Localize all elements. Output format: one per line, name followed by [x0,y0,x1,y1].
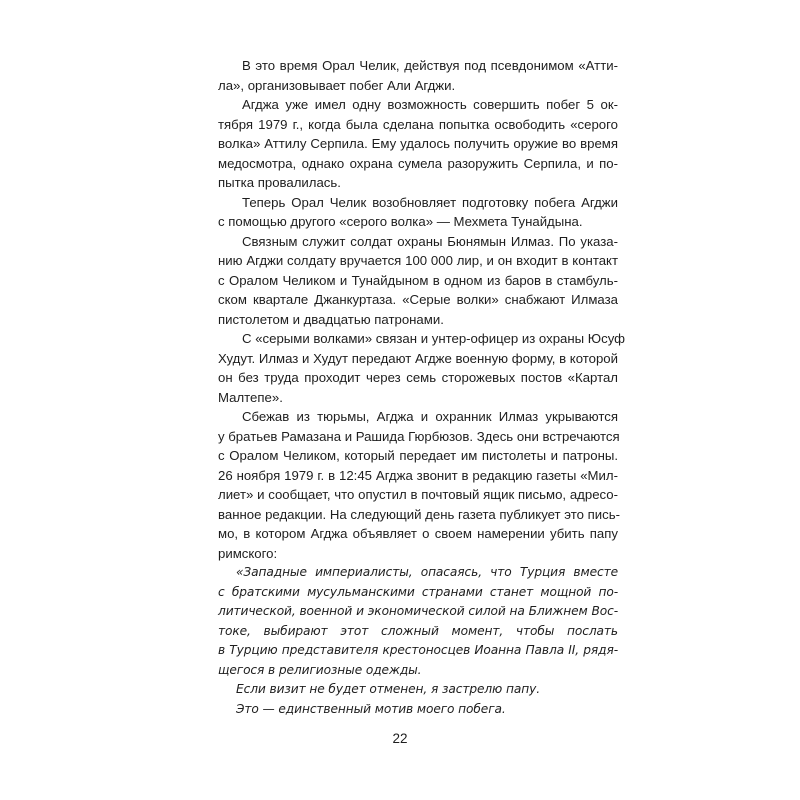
text-line: «Западные империалисты, опасаясь, что Турция вместе [236,565,618,579]
text-line: с братскими мусульманскими странами станет мощной по- [218,584,618,599]
page-number: 22 [392,731,408,746]
text-line: тября 1979 г., когда была сделана попытка освободить «серого [218,116,618,132]
text-line: литической, военной и экономической силой на Ближнем Вос- [218,604,618,618]
text-line: щегося в религиозные одежды. [218,662,422,677]
quote-paragraph [218,680,618,700]
text-line: Худут. Илмаз и Худут передают Агдже военную форму, в которой [218,350,618,366]
text-line: волка» Аттилу Серпила. Ему удалось получить оружие во время [218,136,618,151]
text-line: с Оралом Челиком и Тунайдыном в одном из баров в стамбуль- [218,272,618,288]
text-line: Малтепе». [218,389,283,405]
text-line: нию Агджи солдату вручается 100 000 лир, и он входит в контакт [218,253,618,268]
text-line: с помощью другого «серого волка» — Мехмета Тунайдына. [218,214,583,229]
paragraph [218,329,626,407]
text-line: Если визит не будет отменен, я застрелю папу. [236,682,540,696]
paragraph [218,232,618,330]
text-line: ла», организовывает побег Али Агджи. [218,77,456,93]
paragraph [218,56,618,95]
text-line: мо, в котором Агджа объявляет о своем намерении убить папу [218,526,618,541]
text-line: Сбежав из тюрьмы, Агджа и охранник Илмаз укрываются [242,409,618,424]
paragraph [218,95,618,193]
text-line: пистолетом и двадцатью патронами. [218,311,444,327]
text-line: с Оралом Челиком, который передает им пистолеты и патроны. [218,448,618,463]
text-line: С «серыми волками» связан и унтер-офицер из охраны Юсуф [242,331,626,346]
text-line: В это время Орал Челик, действуя под псевдонимом «Атти- [242,58,618,73]
text-line: ванное редакции. На следующий день газета публикует это пись- [218,506,620,522]
paragraph [218,407,618,563]
text-line: он без труда проходит через семь сторожевых постов «Картал [218,370,618,385]
text-line: ском квартале Джанкуртаза. «Серые волки» снабжают Илмаза [218,292,618,307]
text-line: 26 ноября 1979 г. в 12:45 Агджа звонит в редакцию газеты «Мил- [218,467,618,483]
text-line: лиет» и сообщает, что опустил в почтовый ящик письмо, адресо- [218,487,618,502]
text-line: римского: [218,545,278,561]
quote-paragraph [218,700,618,720]
text-line: Теперь Орал Челик возобновляет подготовку побега Агджи [242,194,618,210]
text-line: пытка провалилась. [218,175,341,190]
text-line: у братьев Рамазана и Рашида Гюрбюзов. Здесь они встречаются [218,428,620,444]
text-line: токе, выбирают этот сложный момент, чтобы послать [218,623,618,638]
text-line: медосмотра, однако охрана сумела разоружить Серпила, и по- [218,155,618,171]
text-line: Это — единственный мотив моего побега. [236,701,506,716]
quote-paragraph [218,563,618,680]
text-line: Агджа уже имел одну возможность совершить побег 5 ок- [242,97,618,112]
text-line: в Турцию представителя крестоносцев Иоанна Павла II, рядя- [218,643,618,657]
book-page-text [218,56,626,719]
paragraph [218,193,618,232]
text-line: Связным служит солдат охраны Бюнямын Илмаз. По указа- [242,233,618,249]
